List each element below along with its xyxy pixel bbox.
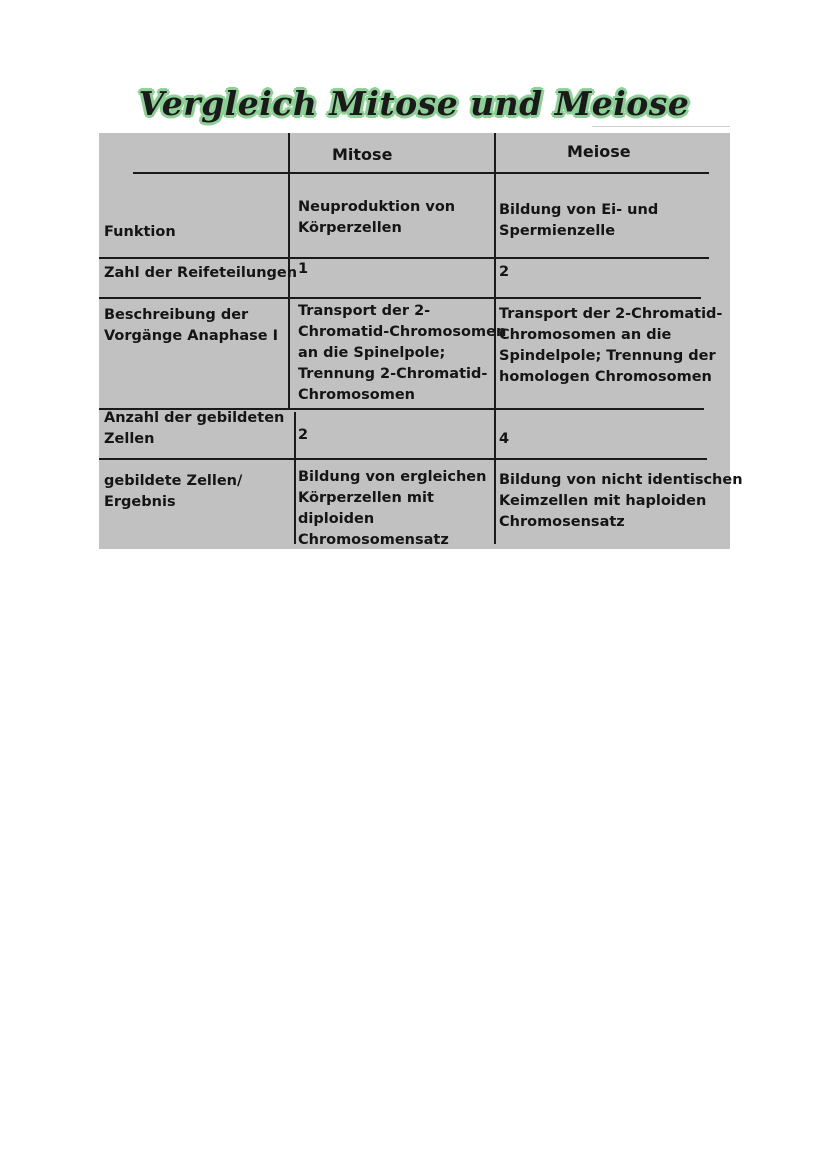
cell-meiose-funktion: Bildung von Ei- und Spermienzelle: [499, 202, 659, 239]
cell-meiose-anaphase: Transport der 2-Chromatid- Chromosomen an die Spindelpole; Trennung der homologen Chromosomen: [499, 306, 723, 385]
cell-mitose-reifeteilungen: 1: [298, 261, 309, 277]
cell-meiose-ergebnis: Bildung von nicht identischen Keimzellen mit haploiden Chromosensatz: [499, 472, 743, 530]
cell-mitose-anzahl-zellen: 2: [298, 427, 309, 443]
column-divider-1-lower: [294, 412, 296, 544]
cell-meiose-reifeteilungen: 2: [499, 264, 510, 280]
header-mitose: Mitose: [332, 145, 393, 164]
row-divider-4: [99, 458, 707, 460]
row-label-anaphase: Beschreibung der Vorgänge Anaphase I: [104, 307, 279, 344]
cell-meiose-anzahl-zellen: 4: [499, 431, 510, 447]
row-label-anzahl-zellen: Anzahl der gebildeten Zellen: [104, 410, 285, 447]
header-meiose: Meiose: [567, 142, 631, 161]
row-label-reifeteilungen: Zahl der Reifeteilungen: [104, 265, 298, 281]
page-title: Vergleich Mitose und Meiose: [138, 83, 690, 123]
cell-mitose-ergebnis: Bildung von ergleichen Körperzellen mit diploiden Chromosomensatz: [298, 469, 487, 548]
title-banner: [0, 72, 828, 134]
row-divider-2: [99, 297, 701, 299]
cell-mitose-anaphase: Transport der 2- Chromatid-Chromosomen an die Spinelpole; Trennung 2-Chromatid- Chromosomen: [298, 303, 507, 403]
row-label-ergebnis: gebildete Zellen/ Ergebnis: [104, 473, 243, 510]
row-label-funktion: Funktion: [104, 224, 176, 240]
row-divider-1: [99, 257, 709, 259]
title-underline: [592, 126, 730, 127]
row-divider-header: [133, 172, 709, 174]
cell-mitose-funktion: Neuproduktion von Körperzellen: [298, 199, 456, 236]
